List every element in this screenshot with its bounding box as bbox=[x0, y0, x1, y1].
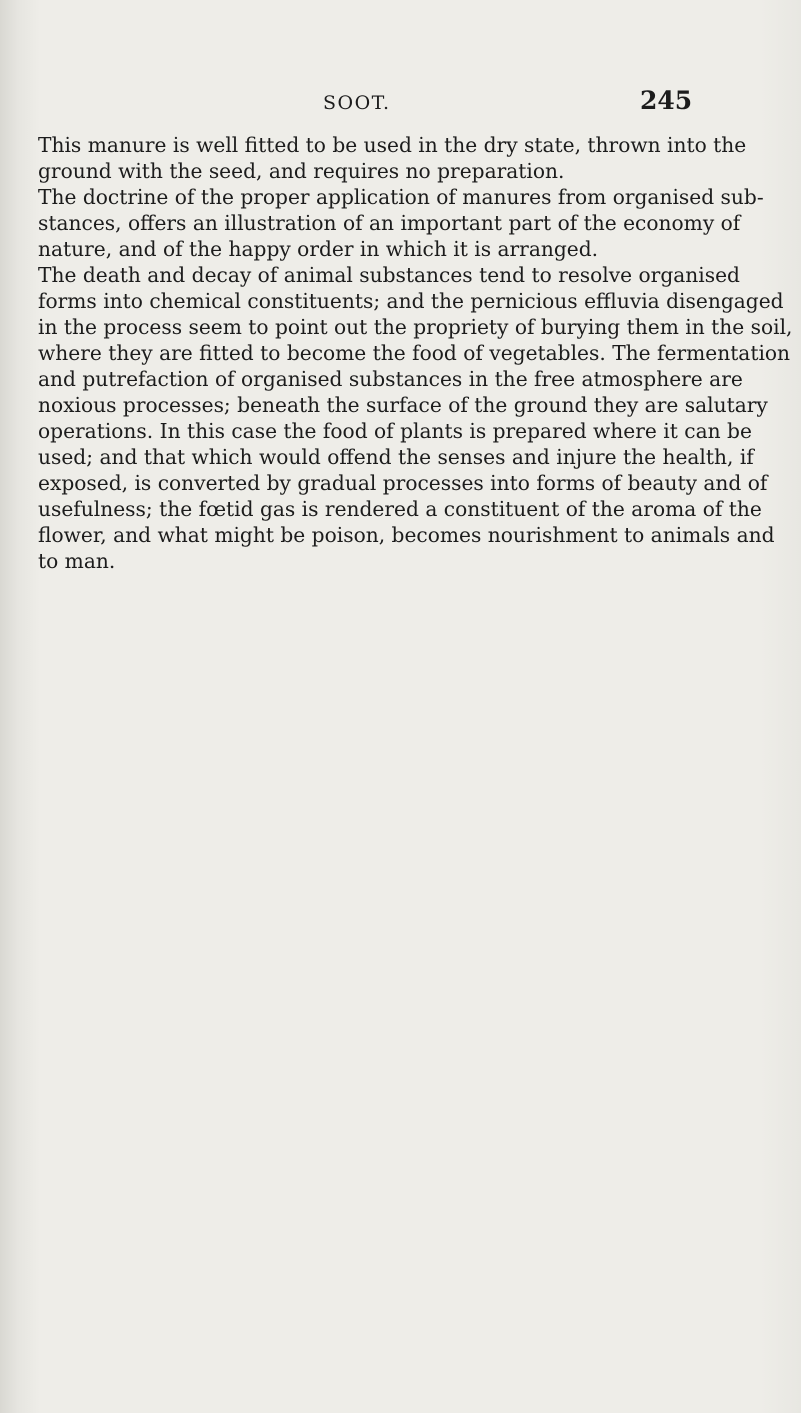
page-header bbox=[0, 86, 801, 120]
text-line: forms into chemical constituents; and the pernicious effluvia disengaged bbox=[38, 289, 784, 313]
running-head: SOOT. bbox=[323, 92, 391, 114]
text-line: operations. In this case the food of plants is prepared where it can be bbox=[38, 419, 752, 443]
text-line: where they are fitted to become the food of vegetables. The fermentation bbox=[38, 341, 791, 365]
text-line: and putrefaction of organised substances in the free atmosphere are bbox=[38, 367, 743, 391]
page-number: 245 bbox=[640, 86, 693, 115]
text-line: in the process seem to point out the propriety of burying them in the soil, bbox=[38, 315, 793, 339]
text-line: to man. bbox=[38, 549, 116, 573]
text-line: flower, and what might be poison, becomes nourishment to animals and bbox=[38, 523, 775, 547]
text-line: exposed, is converted by gradual processes into forms of beauty and of bbox=[38, 471, 768, 495]
text-line: nature, and of the happy order in which it is arranged. bbox=[38, 237, 599, 261]
text-line: ground with the seed, and requires no preparation. bbox=[38, 159, 565, 183]
text-line: The death and decay of animal substances tend to resolve organised bbox=[38, 263, 740, 287]
text-line: used; and that which would offend the senses and injure the health, if bbox=[38, 445, 754, 469]
text-line: stances, offers an illustration of an important part of the economy of bbox=[38, 211, 741, 235]
text-line: noxious processes; beneath the surface of the ground they are salutary bbox=[38, 393, 768, 417]
text-line: This manure is well fitted to be used in the dry state, thrown into the bbox=[38, 133, 747, 157]
text-line: The doctrine of the proper application of manures from organised sub- bbox=[38, 185, 764, 209]
text-line: usefulness; the fœtid gas is rendered a constituent of the aroma of the bbox=[38, 497, 762, 521]
body-text bbox=[38, 132, 793, 574]
